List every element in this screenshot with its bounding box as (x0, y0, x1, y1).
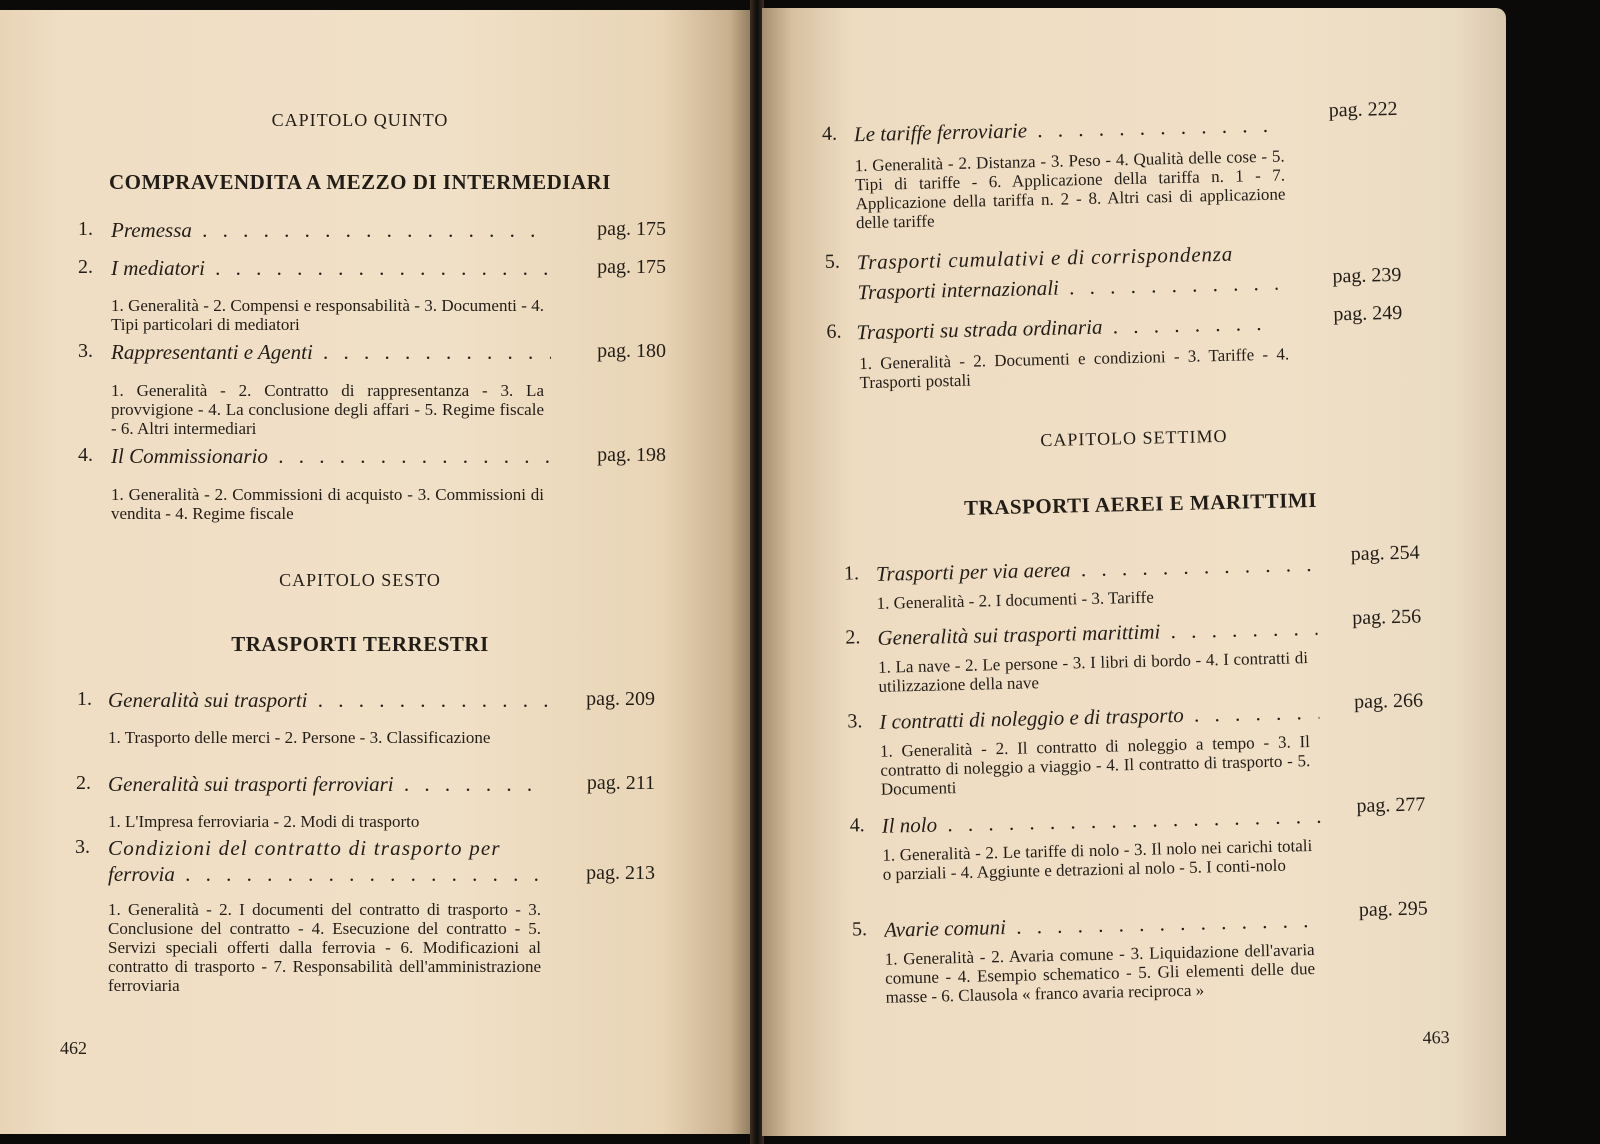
entry-page: pag. 213 (586, 862, 655, 884)
entry-number: 1. (77, 688, 92, 710)
entry-page: pag. 256 (1351, 605, 1422, 630)
page-number: 462 (60, 1038, 87, 1058)
chapter-title: COMPRAVENDITA A MEZZO DI INTERMEDIARI (109, 170, 611, 194)
entry-number: 4. (821, 122, 838, 145)
left-page (0, 10, 752, 1134)
chapter-title: TRASPORTI AEREI E MARITTIMI (963, 487, 1318, 520)
entry-page: pag. 249 (1333, 301, 1403, 326)
entry-subtopics: 1. Generalità - 2. Le tariffe di nolo - 3. Il nolo nei carichi totali o parziali - 4. Aggiunte e detrazioni al nolo - 5. I conti-nolo (882, 836, 1313, 884)
toc-entry (78, 340, 678, 450)
toc-entry (78, 218, 678, 248)
toc-entry (851, 897, 1455, 1039)
toc-entry (77, 688, 677, 768)
toc-entry (75, 836, 675, 1036)
entry-title: Trasporti cumulativi e di corrispondenza (856, 241, 1234, 275)
entry-title: Trasporti su strada ordinaria . . . (856, 311, 1276, 346)
chapter-label: CAPITOLO QUINTO (271, 110, 449, 130)
entry-page: pag. 254 (1350, 541, 1420, 566)
toc-entry (78, 444, 678, 534)
entry-subtopics: 1. Trasporto delle merci - 2. Persone - 3. Classificazione (108, 728, 491, 747)
chapter-title: TRASPORTI TERRESTRI (231, 632, 489, 656)
entry-title: I mediatori . . . (111, 256, 551, 281)
entry-number: 2. (76, 772, 91, 794)
entry-title: Il Commissionario . . . (111, 444, 551, 469)
entry-number: 4. (849, 814, 865, 837)
right-page (762, 8, 1506, 1136)
toc-entry (821, 97, 1425, 243)
entry-page: pag. 239 (1332, 263, 1402, 288)
entry-title: Generalità sui trasporti ferroviari . . . (108, 772, 548, 797)
entry-title: Rappresentanti e Agenti . . . (111, 340, 551, 365)
entry-number: 5. (824, 250, 841, 273)
entry-title: Condizioni del contratto di trasporto per (108, 836, 501, 860)
entry-page: pag. 180 (597, 340, 666, 362)
entry-title: I contratti di noleggio e di trasporto . . . (879, 700, 1319, 735)
entry-subtopics: 1. Generalità - 2. I documenti del contratto di trasporto - 3. Conclusione del contratto - 4. Esecuzione del contratto - 5. Servizi speciali offerti dalla ferrovia - 6. Modificazioni al contratto di trasporto - 7. Responsabilità dell'amministrazione ferroviaria (108, 900, 541, 995)
entry-subtopics: 1. Generalità - 2. Documenti e condizioni - 3. Tariffe - 4. Trasporti postali (858, 344, 1290, 393)
entry-page: pag. 175 (597, 256, 666, 278)
entry-page: pag. 198 (597, 444, 666, 466)
entry-number: 4. (78, 444, 93, 466)
entry-subtopics: 1. Generalità - 2. Contratto di rappresentanza - 3. La provvigione - 4. La conclusione degli affari - 5. Regime fiscale - 6. Altri intermediari (111, 381, 544, 438)
entry-number: 5. (851, 918, 868, 941)
entry-number: 6. (826, 320, 842, 343)
entry-subtopics: 1. Generalità - 2. I documenti - 3. Tariffe (876, 587, 1154, 613)
entry-number: 1. (843, 562, 860, 585)
entry-title: Premessa . . . (111, 218, 551, 243)
toc-entry (849, 793, 1451, 915)
entry-page: pag. 266 (1353, 689, 1424, 714)
entry-number: 3. (847, 710, 863, 733)
chapter-label: CAPITOLO SETTIMO (1040, 425, 1228, 451)
entry-title: Trasporti per via aerea . . . (876, 552, 1316, 587)
entry-title: Generalità sui trasporti marittimi . . . (877, 616, 1317, 651)
entry-page: pag. 209 (586, 688, 655, 710)
entry-page: pag. 175 (597, 218, 666, 240)
entry-subtopics: 1. Generalità - 2. Commissioni di acquisto - 3. Commissioni di vendita - 4. Regime fiscale (111, 485, 544, 523)
entry-number: 3. (78, 340, 93, 362)
entry-title: Il nolo . . . (881, 804, 1321, 839)
entry-subtopics: 1. Generalità - 2. Distanza - 3. Peso - 4. Qualità delle cose - 5. Tipi di tariffe - 6. Applicazione della tariffa n. 1 - 7. Applicazione della tariffa n. 2 - 8. Altri casi di applicazione delle tariffe (854, 146, 1286, 233)
toc-entry (76, 772, 676, 832)
entry-page: pag. 211 (586, 772, 655, 794)
entry-title-continued: Trasporti internazionali . . . (857, 271, 1277, 306)
entry-page: pag. 277 (1356, 793, 1426, 818)
entry-title: Le tariffe ferroviarie . . . (854, 113, 1274, 148)
entry-number: 2. (78, 256, 93, 278)
entry-subtopics: 1. L'Impresa ferroviaria - 2. Modi di trasporto (108, 812, 420, 831)
entry-number: 2. (845, 626, 861, 649)
entry-title: Avarie comuni . . . (884, 908, 1324, 943)
entry-number: 1. (78, 218, 93, 240)
entry-subtopics: 1. Generalità - 2. Avaria comune - 3. Liquidazione dell'avaria comune - 4. Esempio schematico - 5. Gli elementi delle due masse - 6. Clausola « franco avaria reciproca » (884, 940, 1316, 1007)
entry-subtopics: 1. La nave - 2. Le persone - 3. I libri di bordo - 4. I contratti di utilizzazione della nave (877, 648, 1309, 696)
entry-title: Generalità sui trasporti . . . (108, 688, 548, 713)
entry-page: pag. 295 (1358, 897, 1428, 921)
entry-page: pag. 222 (1328, 97, 1398, 122)
entry-subtopics: 1. Generalità - 2. Compensi e responsabilità - 3. Documenti - 4. Tipi particolari di mediatori (111, 296, 544, 334)
entry-subtopics: 1. Generalità - 2. Il contratto di noleggio a tempo - 3. Il contratto di noleggio a viaggio - 4. Il contratto di trasporto - 5. Documenti (879, 732, 1311, 799)
page-number: 463 (1422, 1026, 1450, 1048)
entry-number: 3. (75, 836, 90, 858)
toc-entry (78, 256, 678, 346)
toc-entry (847, 689, 1449, 811)
toc-entry (826, 301, 1428, 401)
entry-title-continued: ferrovia . . . (108, 862, 548, 887)
chapter-label: CAPITOLO SESTO (279, 570, 441, 590)
